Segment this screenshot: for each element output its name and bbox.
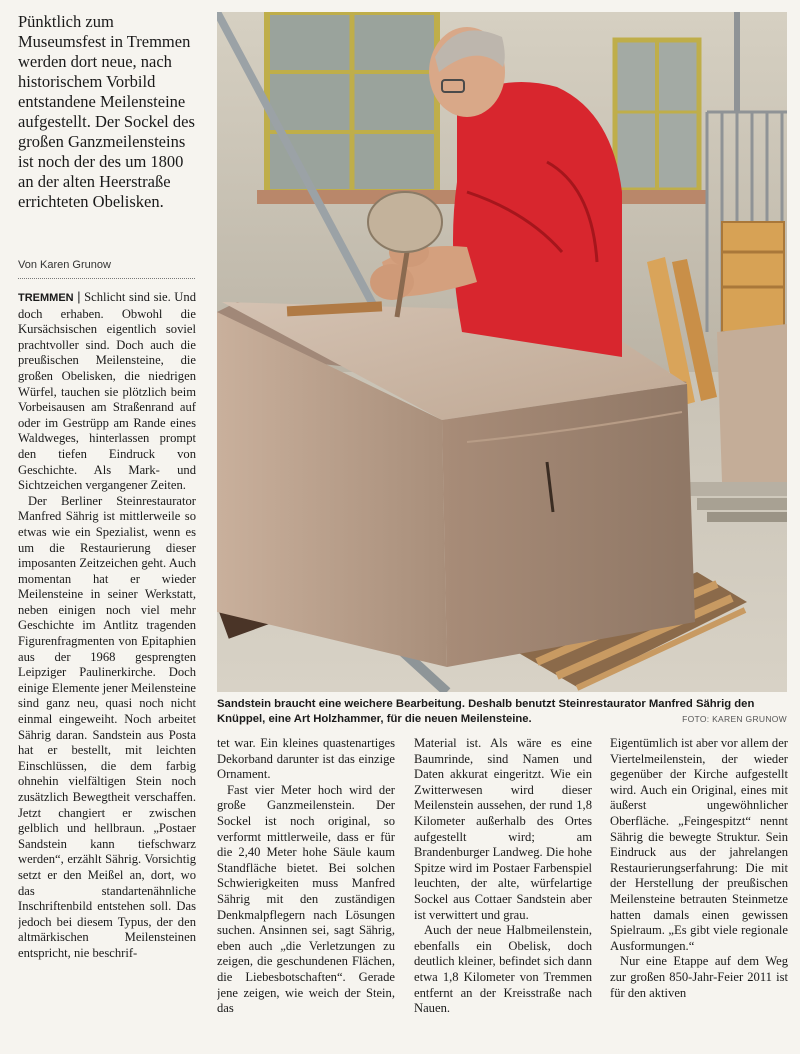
byline-divider [18,278,195,279]
article-paragraph: Nur eine Etappe auf dem Weg zur großen 850-Jahr-Feier 2011 ist für den aktiven [610,954,788,1000]
photo-credit: FOTO: KAREN GRUNOW [682,714,787,724]
window-right [615,40,699,190]
article-paragraph: tet war. Ein kleines quastenartiges Dekorband darunter ist das einzige Ornament. [217,736,395,782]
lead-paragraph [18,290,196,494]
sandstone-block [217,302,695,667]
dateline-separator: | [77,290,81,304]
workshop-photo [217,12,787,692]
byline: Von Karen Grunow [18,259,111,271]
article-paragraph: Auch der neue Halbmeilenstein, ebenfalls ein Obelisk, doch deutlich kleiner, befindet sich dann etwa 1,8 Kilometer von Tremmen entfernt an der Kreisstraße nach Nauen. [414,923,592,1016]
second-stone-block [717,324,787,482]
photo-caption: Sandstein braucht eine weichere Bearbeitung. Deshalb benutzt Steinrestaurator Manfred Sährig den Knüppel, eine Art Holzhammer, für die neuen Meilensteine. [217,698,755,725]
window-left [267,12,437,192]
article-paragraph: Eigentümlich ist aber vor allem der Viertelmeilenstein, der wieder gegenüber der Kirche aufgestellt wird. Auch ein Original, eines mit äußerst ungewöhnlicher Oberfläche. „Feingespitzt“ nennt Sährig die bewegte Struktur. Sein Eindruck aus der jahrelangen Restaurierungserfahrung: Die mit der Herstellung der preußischen Meilensteine betrauten Steinmetze hatten damals einen gewissen Spielraum. „Es gibt viele regionale Ausformungen.“ [610,736,788,953]
teaser-text: Pünktlich zum Museumsfest in Tremmen werden dort neue, nach historischem Vorbild entstandene Meilensteine aufgestellt. Der Sockel des großen Ganzmeilensteins ist noch der des um 1800 an der alten Heerstraße errichteten Obelisken. [18,12,195,211]
article-paragraph: Fast vier Meter hoch wird der große Ganzmeilenstein. Der Sockel ist noch original, so verformt mittlerweile, dass er für die 2,40 Meter hohe Säule kaum Standfläche bietet. Bei solchen Schwierigkeiten muss Manfred Sährig mit den zuständigen Denkmalpflegern nach Lösungen suchen. Ansinnen sei, sagt Sährig, eben auch „die Verletzungen zu zeigen, die geschundenen Flächen, die Liebesbotschaften“. Gerade jene zeigen, wie weich der Stein, das [217,782,395,1016]
article-column-3 [414,736,592,1048]
article-paragraph: Der Berliner Steinrestaurator Manfred Sährig ist mittlerweile so etwas wie ein Spezialist, wenn es um die Restaurierung dieser imposanten Zeitzeichen geht. Auch momentan hat er wieder Meilensteine in seiner Werkstatt, neben einigen noch viel mehr Geschichte im Antlitz tragenden Figurenfragmenten von Epitaphien aus der 1968 gesprengten Leipziger Paulinerkirche. Doch einige Elemente jener Meilensteine sind ganz neu, quasi noch nicht einmal eingeweiht. Noch arbeitet Sährig daran. Sandstein aus Posta hat er bestellt, mit leichten Einschlüssen, die dem farbig ohnehin vielfältigen Stein noch zusätzlich Bewegtheit verschaffen. Jetzt changiert er zwischen gelblich und hellbraun. „Postaer Sandstein kann tiefschwarz werden“, erzählt Sährig. Vorsichtig setzt er den Meißel an, dort, wo das standartenähnliche Inschriftenbild entstehen soll. Das jedoch bei diesem Typus, der den altmärkischen Meilensteinen entspricht, nie beschrif- [18,493,196,960]
article-column-2 [217,736,395,1048]
article-column-1 [18,290,196,1048]
article-column-4 [610,736,788,1048]
dateline: TREMMEN [18,292,74,304]
article-paragraph: Material ist. Als wäre es eine Baumrinde, sind Namen und Daten akkurat eingeritzt. Wie ein Zwitterwesen wird dieser Meilenstein aussehen, der rund 1,8 Kilometer außerhalb des Ortes aufgestellt wird; am Brandenburger Landweg. Die hohe Spitze wird im Postaer Farbenspiel leuchten, der alte, würfelartige Sockel aus Cottaer Sandstein aber ist verwittert und grau. [414,736,592,922]
lead-text: Schlicht sind sie. Und doch erhaben. Obwohl die Kursächsischen eigentlich soviel prachtvoller sind. Doch auch die preußischen Meilensteine, die großen Obelisken, die niedrigen Würfel, tauchen sie plötzlich beim Vorbeisausen am Straßenrand auf oder im Gestrüpp am Rande eines Waldweges, hinterlassen prompt den tiefen Eindruck von Geschichte. Als Mark- und Sichtzeichen vergangener Zeiten. [18,290,196,493]
